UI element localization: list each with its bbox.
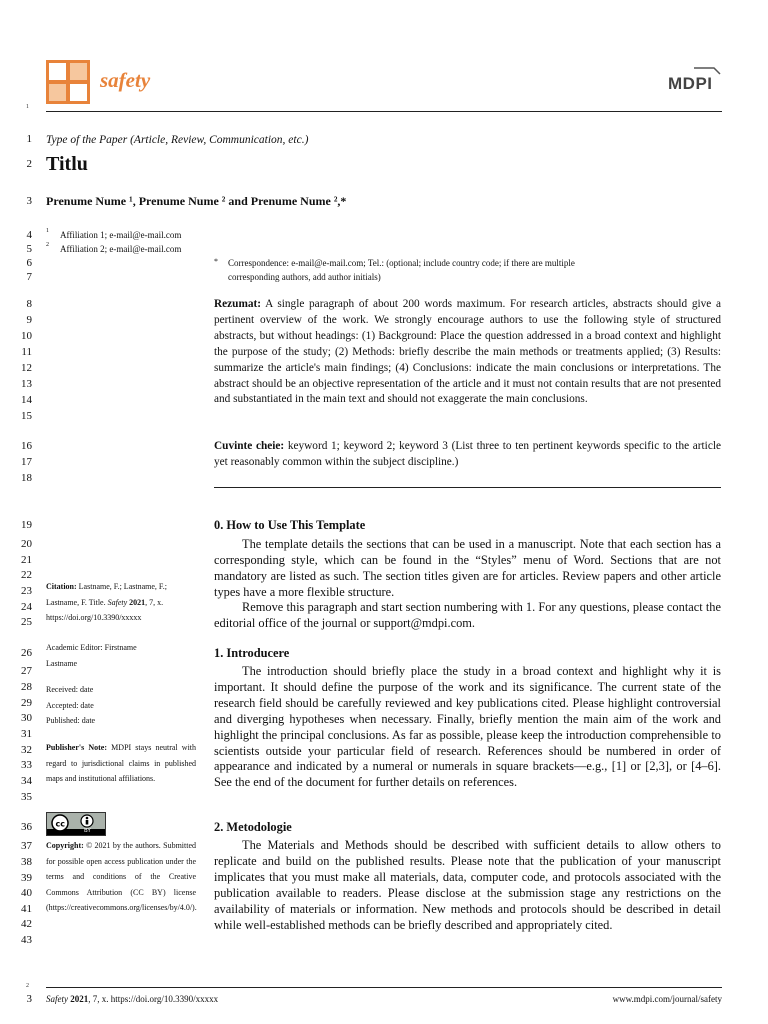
publisher-note [46, 740, 196, 787]
line-number: 30 [21, 712, 32, 724]
line-number: 24 [21, 601, 32, 613]
line-number: 12 [21, 362, 32, 374]
mdpi-logo [664, 66, 724, 100]
section-2-paragraph-1: The Materials and Methods should be described with sufficient details to allow others to replicate and build on the published results. Please note that the publication of your manuscript implicates that you must make all materials, data, computer code, and protocols associated with the publication available to readers. Please disclose at the submission stage any restrictions on the availability of materials or information. New methods and protocols should be described in detail while well-established methods can be briefly described and appropriately cited. [214, 838, 721, 932]
section-1-title: 1. Introducere [214, 646, 290, 660]
published-date: Published: date [46, 716, 96, 726]
authors: Prenume Nume ¹, Prenume Nume ² and Prenume Nume ²,* [46, 194, 347, 208]
section-0-title: 0. How to Use This Template [214, 518, 366, 532]
footer-citation [46, 993, 218, 1005]
line-number: 6 [26, 257, 32, 269]
academic-editor-label: Academic Editor: Firstname [46, 643, 137, 652]
line-number: 42 [21, 918, 32, 930]
affiliation-2-number: 2 [46, 242, 49, 248]
line-number: 37 [21, 840, 32, 852]
affiliation-1: Affiliation 1; e-mail@e-mail.com [60, 230, 182, 240]
line-number: 33 [21, 759, 32, 771]
line-number: 29 [21, 697, 32, 709]
citation-block [46, 579, 196, 626]
line-number: 38 [21, 856, 32, 868]
abstract-rule [214, 487, 721, 488]
safety-logo-icon [46, 60, 90, 104]
academic-editor [46, 640, 196, 671]
publisher-name: MDPI [668, 74, 713, 93]
correspondence-mark: * [214, 257, 218, 266]
line-number: 11 [21, 346, 32, 358]
header-rule [46, 111, 722, 112]
line-number: 16 [21, 440, 32, 452]
line-number: 17 [21, 456, 32, 468]
section-1-paragraph-1: The introduction should briefly place the study in a broad context and highlight why it is important. It should define the purpose of the work and its significance. The current state of the research field should be carefully reviewed and key publications cited. Please highlight controversial and diverging hypotheses when necessary. Finally, briefly mention the main aim of the work and highlight the principal conclusions. As far as possible, please keep the introduction comprehensible to scientists outside your particular field of research. References should be numbered in order of appearance and indicated by a numeral or numerals in square brackets—e.g., [1] or [2,3], or [4–6]. See the end of the document for further details on references. [214, 664, 721, 790]
accepted-date: Accepted: date [46, 700, 94, 710]
line-number: 3 [26, 195, 32, 207]
section-2-title: 2. Metodologie [214, 820, 292, 834]
footer-year: 2021 [70, 994, 89, 1004]
citation-text: Lastname, F.; Lastname, F.; Lastname, F. Title. [46, 582, 167, 607]
line-number: 8 [26, 298, 32, 310]
line-number: 20 [21, 538, 32, 550]
keywords-text: keyword 1; keyword 2; keyword 3 (List three to ten pertinent keywords specific to the article yet reasonably common within the subject discipline.) [214, 440, 721, 468]
section-0-paragraph-1: The template details the sections that can be used in a manuscript. Note that each section has a corresponding style, which can be found in the “Styles” menu of Word. Sections that are not mandatory are listed as such. The section titles given are for articles. Review papers and other article types have a more flexible structure. [214, 537, 721, 599]
line-number: 15 [21, 410, 32, 422]
header-small-line-number: 1 [26, 104, 29, 110]
line-number: 35 [21, 791, 32, 803]
line-number: 14 [21, 394, 32, 406]
footer-journal: Safety [46, 994, 68, 1004]
line-number: 2 [26, 158, 32, 170]
line-number: 18 [21, 472, 32, 484]
line-number: 4 [26, 229, 32, 241]
citation-label: Citation: [46, 582, 77, 591]
line-number: 36 [21, 821, 32, 833]
paper-type: Type of the Paper (Article, Review, Communication, etc.) [46, 134, 309, 146]
section-0-paragraph-2: Remove this paragraph and start section numbering with 1. For any questions, please contact the editorial office of the journal or support@mdpi.com. [214, 600, 721, 630]
line-number: 26 [21, 647, 32, 659]
affiliation-1-number: 1 [46, 228, 49, 234]
cc-by-label: BY [84, 828, 91, 834]
journal-name: safety [100, 68, 151, 92]
line-number: 27 [21, 665, 32, 677]
footer-journal-url[interactable]: www.mdpi.com/journal/safety [612, 994, 722, 1004]
dates [46, 682, 196, 729]
line-number: 5 [26, 243, 32, 255]
correspondence-line-1: Correspondence: e-mail@e-mail.com; Tel.: (optional; include country code; if there are multiple [228, 258, 575, 268]
line-number: 1 [26, 133, 32, 145]
cc-by-license-badge[interactable] [46, 812, 106, 836]
line-number: 34 [21, 775, 32, 787]
footer-doi: , 7, x. https://doi.org/10.3390/xxxxx [88, 994, 219, 1004]
line-number: 10 [21, 330, 32, 342]
line-number: 23 [21, 585, 32, 597]
copyright-text: © 2021 by the authors. Submitted for possible open access publication under the terms and conditions of the Creative Commons Attribution (CC BY) license (https://creativecommons.org/licenses/by/4.0/). [46, 841, 197, 913]
citation-journal: Safety [107, 597, 128, 607]
line-number: 25 [21, 616, 32, 628]
line-number: 41 [21, 903, 32, 915]
cc-by-icon [47, 813, 105, 835]
line-number: 28 [21, 681, 32, 693]
svg-text:cc: cc [55, 819, 65, 829]
line-number: 19 [21, 519, 32, 531]
keywords [214, 439, 721, 471]
line-number: 7 [26, 271, 32, 283]
publisher-note-label: Publisher's Note: [46, 743, 108, 752]
citation-rest: , 7, x. https://doi.org/10.3390/xxxxx [46, 597, 164, 623]
footer-rule [46, 987, 722, 988]
paper-title: Titlu [46, 153, 88, 175]
line-number: 39 [21, 872, 32, 884]
line-number: 32 [21, 744, 32, 756]
abstract [214, 297, 721, 427]
academic-editor-name: Lastname [46, 658, 78, 668]
affiliation-2: Affiliation 2; e-mail@e-mail.com [60, 244, 182, 254]
line-number: 43 [21, 934, 32, 946]
copyright-label: Copyright: [46, 841, 84, 850]
footer-small-line-number: 2 [26, 983, 29, 989]
received-date: Received: date [46, 685, 94, 694]
abstract-label: Rezumat: [214, 298, 262, 310]
line-number: 40 [21, 887, 32, 899]
line-number: 9 [26, 314, 32, 326]
line-number: 31 [21, 728, 32, 740]
line-number: 21 [21, 554, 32, 566]
line-number: 13 [21, 378, 32, 390]
citation-year: 2021 [129, 597, 146, 607]
correspondence-line-2: corresponding authors, add author initials) [228, 272, 381, 282]
publisher-note-text: MDPI stays neutral with regard to jurisdictional claims in published maps and institutional affiliations. [46, 743, 197, 784]
keywords-label: Cuvinte cheie: [214, 440, 285, 452]
copyright [46, 838, 196, 916]
line-number: 22 [21, 569, 32, 581]
abstract-text: A single paragraph of about 200 words maximum. For research articles, abstracts should give a pertinent overview of the work. We strongly encourage authors to use the following style of structured abstracts, but without headings: (1) Background: Place the question addressed in a broad context and highlight the purpose of the study; (2) Methods: briefly describe the main methods or treatments applied; (3) Results: summarize the article's main findings; (4) Conclusions: indicate the main conclusions or interpretations. The abstract should be an objective representation of the article and it must not contain results that are not presented and substantiated in the main text and should not exaggerate the main conclusions. [214, 298, 722, 406]
footer-line-number: 3 [26, 993, 32, 1005]
